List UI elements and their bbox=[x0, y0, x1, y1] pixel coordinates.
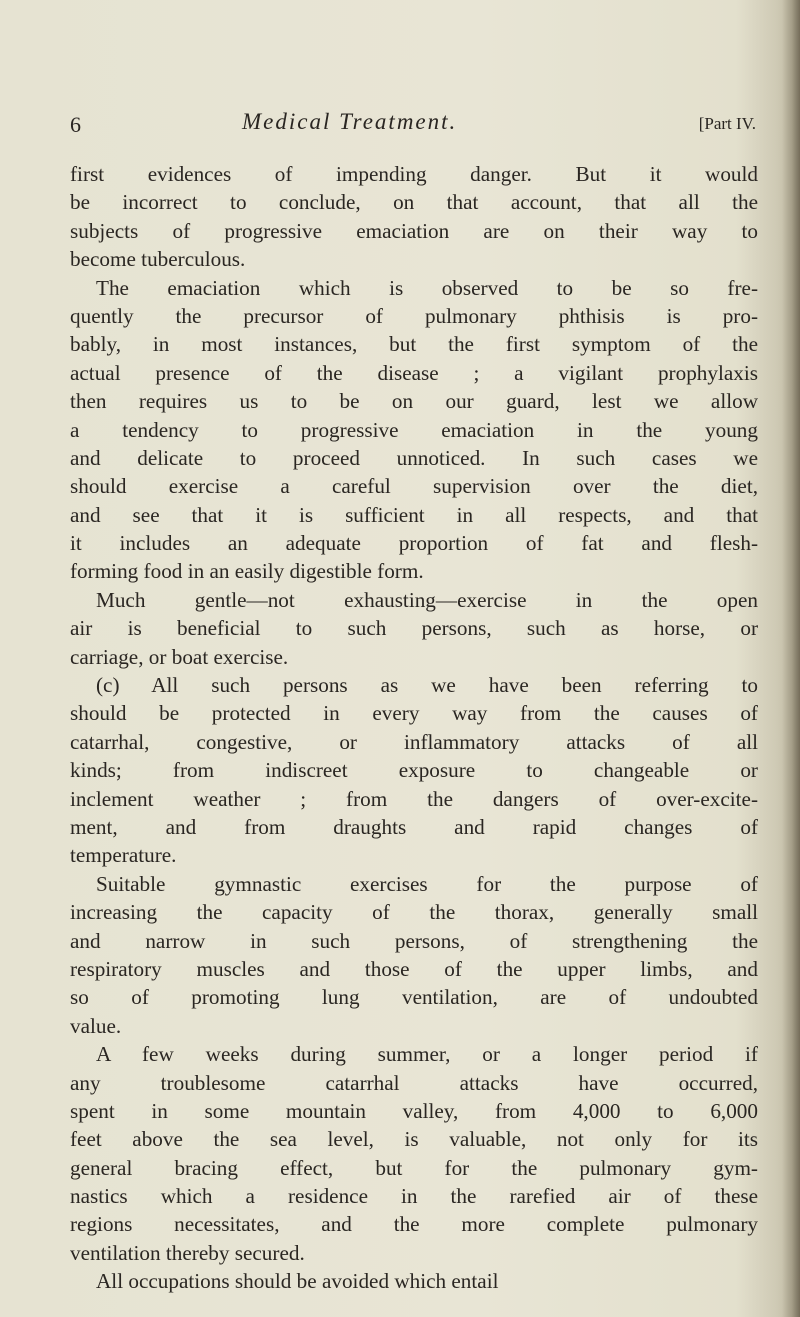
text-line: any troublesome catarrhal attacks have occurred, bbox=[70, 1070, 758, 1095]
page-edge-shadow bbox=[782, 0, 800, 1317]
text-line: should be protected in every way from the causes of bbox=[70, 701, 758, 726]
text-line: quently the precursor of pulmonary phthisis is pro- bbox=[70, 303, 758, 328]
text-line: increasing the capacity of the thorax, generally small bbox=[70, 900, 758, 925]
text-line: temperature. bbox=[70, 843, 177, 868]
text-line: a tendency to progressive emaciation in the young bbox=[70, 417, 758, 442]
text-line: regions necessitates, and the more complete pulmonary bbox=[70, 1212, 758, 1237]
text-line: it includes an adequate proportion of fat and flesh- bbox=[70, 531, 758, 556]
text-line: kinds; from indiscreet exposure to changeable or bbox=[70, 758, 758, 783]
text-line: and see that it is sufficient in all respects, and that bbox=[70, 502, 758, 527]
text-line: general bracing effect, but for the pulmonary gym- bbox=[70, 1155, 758, 1180]
text-line: The emaciation which is observed to be so fre- bbox=[96, 275, 758, 300]
text-line: become tuberculous. bbox=[70, 247, 246, 272]
page-header bbox=[70, 109, 756, 146]
text-line: value. bbox=[70, 1013, 122, 1038]
part-label: [Part IV. bbox=[698, 114, 756, 133]
text-line: so of promoting lung ventilation, are of undoubted bbox=[70, 985, 758, 1010]
text-line: feet above the sea level, is valuable, not only for its bbox=[70, 1127, 758, 1152]
text-line: respiratory muscles and those of the upper limbs, and bbox=[70, 956, 758, 981]
text-line: first evidences of impending danger. But it would bbox=[70, 162, 758, 186]
text-line: nastics which a residence in the rarefied air of these bbox=[70, 1184, 758, 1209]
text-line: be incorrect to conclude, on that account, that all the bbox=[70, 190, 758, 215]
text-line: forming food in an easily digestible form. bbox=[70, 559, 424, 584]
text-line: inclement weather ; from the dangers of over-excite- bbox=[70, 786, 758, 811]
text-line: should exercise a careful supervision over the diet, bbox=[70, 474, 758, 499]
text-line: (c) All such persons as we have been referring to bbox=[96, 673, 758, 698]
text-line: subjects of progressive emaciation are on their way to bbox=[70, 218, 758, 243]
text-line: air is beneficial to such persons, such as horse, or bbox=[70, 616, 758, 641]
text-line: A few weeks during summer, or a longer period if bbox=[96, 1042, 758, 1067]
text-line: bably, in most instances, but the first symptom of the bbox=[70, 332, 758, 357]
text-line: All occupations should be avoided which entail bbox=[96, 1269, 499, 1294]
text-line: actual presence of the disease ; a vigilant prophylaxis bbox=[70, 360, 758, 385]
running-title: Medical Treatment. bbox=[242, 109, 458, 134]
text-line: Much gentle—not exhausting—exercise in the open bbox=[96, 587, 758, 612]
text-line: ventilation thereby secured. bbox=[70, 1240, 305, 1265]
body-text bbox=[70, 160, 758, 1296]
text-line: Suitable gymnastic exercises for the purpose of bbox=[96, 871, 758, 896]
text-line: carriage, or boat exercise. bbox=[70, 644, 289, 669]
page-number: 6 bbox=[70, 112, 81, 137]
text-line: and delicate to proceed unnoticed. In such cases we bbox=[70, 445, 758, 470]
text-line: spent in some mountain valley, from 4,000 to 6,000 bbox=[70, 1098, 758, 1123]
text-line: ment, and from draughts and rapid changes of bbox=[70, 814, 758, 839]
text-line: then requires us to be on our guard, lest we allow bbox=[70, 389, 758, 414]
text-line: and narrow in such persons, of strengthening the bbox=[70, 928, 758, 953]
text-line: catarrhal, congestive, or inflammatory attacks of all bbox=[70, 729, 758, 754]
